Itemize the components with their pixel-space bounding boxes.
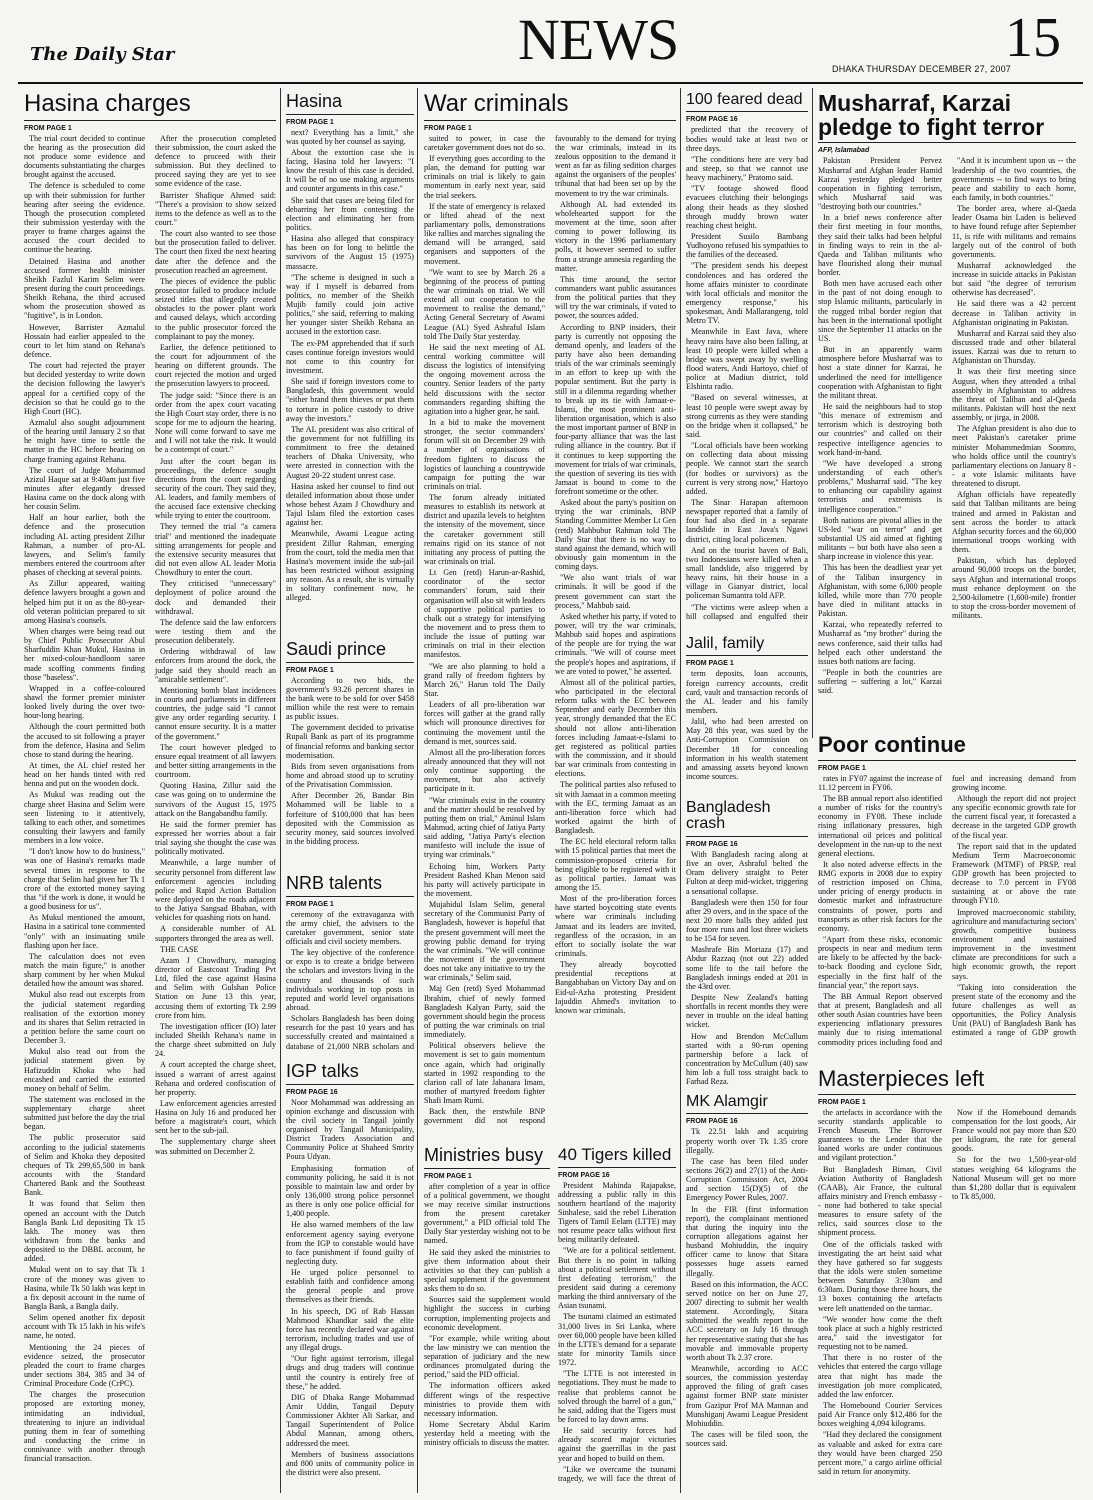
story-paragraph: The information officers asked different wings of the respective ministries to provide them with necessary information. [424, 1381, 550, 1418]
story-paragraph: If the state of emergency is relaxed or lifted ahead of the next parliamentary polls, demonstrations like rallies and marches signaling the demand will be arranged, said organisers and supporters of the movement. [424, 201, 545, 266]
story-paragraph: And on the tourist haven of Bali, two Indonesians were killed when a small landslide, also triggered by heavy rains, hit their house in a village in Gianyar district, local policeman Sumantra told AFP. [686, 545, 808, 601]
story-paragraph: Both men have accused each other in the past of not doing enough to stop Islamic militants, particularly in the rugged tribal border region that has been in the international spotlight since the September 11 attacks on the US. [818, 279, 942, 344]
story-paragraph: Mashrafe Bin Mortaza (17) and Abdur Razzaq (not out 22) added some life to the tail before the Bangladesh innings ended at 201 in the 43rd over. [686, 945, 808, 991]
story-paragraph: They already boycotted presidential receptions at Bangabhaban on Victory Day and on Eid-ul-Azha protesting President Iajuddin Ahmed's invitation to known war criminals. [555, 960, 676, 1015]
story-paragraph: That there is no roster of the vehicles that entered the cargo village area that night has made the investigation job more complicated, added the law enforcer. [818, 1353, 942, 1399]
story-paragraph: "Local officials have been working on collecting data about missing people. We cannot start the search (for bodies or survivors) as the current is very strong now," Hartoyo added. [686, 441, 808, 496]
story-headline: Bangladesh crash [686, 800, 808, 837]
story-body [424, 1182, 550, 1487]
story-paragraph: The report said that in the updated Medium Term Macroeconomic Framework (MTMF) of PRSP, real GDP growth has been projected to decrease to 7.0 percent in FY08 sustaining at or above the rate through FY10. [952, 841, 1076, 906]
story-poor-continue [818, 734, 1076, 1064]
story-body [818, 156, 1076, 711]
story-paragraph: Azam J Chowdhury, managing director of Eastcoast Trading Pvt Ltd, filed the case against Hasina and Selim with Gulshan Police Station on June 13 this year, accusing them of extorting Tk 2.99 crore from him. [155, 955, 276, 1020]
story-kicker: FROM PAGE 16 [686, 116, 738, 124]
story-kicker: FROM PAGE 1 [286, 900, 334, 908]
story-paragraph: Azmalul also sought adjournment of the hearing until January 2 so that he might have time to settle the matter in the HC before hearing on charge framing against Rehana. [24, 417, 145, 464]
story-headline: MK Alamgir [686, 1094, 808, 1114]
story-paragraph: The Afghan president is also due to meet Pakistan's caretaker prime minister Mohammedmian Soomro, who holds office until the country's parliamentary elections on January 8 -- a vote Islamic militants have threatened to disrupt. [952, 424, 1076, 489]
story-paragraph: Political observers believe the movement is set to gain momentum once again, which had originally started in 1992 responding to the clarion call of late Jahanara Imam, mother of martyred freedom fighter Shafi Imam Rumi. [424, 1041, 545, 1106]
story-kicker: FROM PAGE 16 [558, 1171, 610, 1179]
story-paragraph: Law enforcement agencies arrested Hasina on July 16 and produced her before a magistrate's court, which sent her to the sub-jail. [155, 1098, 276, 1136]
story-paragraph: Echoing him, Workers Party President Rashed Khan Menon said his party will actively participate in the movement. [424, 861, 545, 898]
story-paragraph: The political parties also refused to sit with Jamaat in a common meeting with the EC, terming Jamaat as an anti-liberation force which had worked against the birth of Bangladesh. [555, 780, 676, 836]
story-paragraph: "The victims were asleep when a hill collapsed and engulfed their [686, 602, 808, 621]
story-headline: Hasina charges [24, 92, 276, 121]
story-paragraph: The Sinar Harapan afternoon newspaper reported that a family of four had also died in a separate landslide in East Java's Ngawi district, citing local policemen. [686, 497, 808, 544]
story-paragraph: suited to power, in case the caretaker government does not do so. [424, 133, 545, 152]
story-paragraph: He said the former premier has expressed her worries about a fair trial saying she thought the case was politically motivated. [155, 819, 276, 857]
story-paragraph: According to BNP insiders, their party is currently not opposing the demand openly, and leaders of the party have also been demanding trials of the war criminals seemingly in an effort to keep up with the popular sentiment. But the party is still in a dilemma regarding whether to break up its tie with Jamaat-e-Islami, the most prominent anti-liberation organisation, which is also the most important partner of BNP in four-party alliance that was the last ruling alliance in the country. But if it continues to keep supporting the movement for trials of war criminals, the question of severing its ties with Jamaat is bound to come to the forefront sometime or the other. [555, 322, 676, 497]
story-paragraph: The Homebound Courier Services paid Air France only $12,486 for the boxes weighing 4,094 kilograms. [818, 1401, 942, 1429]
story-saudi-prince [286, 640, 414, 870]
story-paragraph: He said there was a 42 percent decrease in Taliban activity in Afghanistan originating in Pakistan. [952, 299, 1076, 327]
story-paragraph: Asked whether his party, if voted to power, will try the war criminals, Mahbub said hopes and aspirations of the people are for trying the war criminals. "We will of course meet the people's hopes and aspirations, if we are voted to power," he asserted. [555, 611, 676, 676]
story-paragraph: If everything goes according to the plan, the demand for putting war criminals on trial is likely to gain momentum in early next year, said the trial seekers. [424, 154, 545, 200]
story-paragraph: Musharraf and Karzai said they also discussed trade and other bilateral issues. Karzai was due to return to Afghanistan on Thursday. [952, 328, 1076, 366]
story-paragraph: In a brief news conference after their first meeting in four months, they said their talks had been helpful in finding ways to rein in the al-Qaeda and Taliban militants who have flourished along their mutual border. [818, 213, 942, 278]
story-kicker: FROM PAGE 16 [686, 840, 738, 848]
story-kicker: FROM PAGE 1 [424, 1172, 472, 1180]
story-paragraph: Half an hour earlier, both the defence and the prosecution including AL acting president Zillur Rahman, a number of pro-AL lawyers, and Selim's family members entered the courtroom after phases of checking at several points. [24, 513, 145, 578]
story-paragraph: The ex-PM apprehended that if such cases continue foreign investors would not come to this country for investment. [286, 338, 414, 376]
story-body [818, 774, 1076, 1054]
story-paragraph: "And it is incumbent upon us -- the leadership of the two countries, the governments -- to find ways to bring peace and stability to each home, each family, in both countries." [952, 156, 1076, 202]
story-paragraph: The statement was enclosed in the supplementary charge sheet submitted just before the day the trial began. [24, 1094, 145, 1132]
story-paragraph: the artefacts in accordance with the security standards applicable to French Museum. The Borrower guarantees to the Lender that the loaned works are under continuous and vigilant protection." [818, 1107, 942, 1163]
story-paragraph: The defence is scheduled to come up with their submission for further hearing after seeing the evidence. Though the prosecution completed their submission yesterday with the prayer to frame charges against the accused the court decided to continue the hearing. [24, 181, 145, 255]
story-paragraph: The investigation officer (IO) later included Sheikh Rehana's name in the charge sheet submitted on July 24. [155, 1021, 276, 1059]
story-paragraph: He also warned members of the law enforcement agency saying everyone from the IGP to constable would have to face punishment if found guilty of neglecting duty. [286, 1220, 414, 1266]
story-paragraph: However, Barrister Azmalul Hossain had earlier appealed to the court to let him stand on Rehana's defence. [24, 322, 145, 359]
story-paragraph: Hasina asked her counsel to find out detailed information about those under whose behest Azam J Chowdhury and Tajul Islam filed the extortion cases against her. [286, 481, 414, 528]
story-paragraph: "I don't know how to do business," was one of Hasina's remarks made several times in response to the charge that Selim had given her Tk 1 crore of the extorted money saying that "if the work is done, it would be a good business for us". [24, 847, 145, 912]
story-paragraph: Karzai, who repeatedly referred to Musharraf as "my brother" during the news conference, said their talks had helped each other understand the issues both nations are facing. [818, 620, 942, 666]
story-body [424, 134, 676, 1129]
story-body [686, 1127, 808, 1485]
story-paragraph: The forum already initiated measures to establish its network at district and upazila levels to heighten the intensity of the movement, since the caretaker government still remains rigid on its stance of not initiating any process of putting the war criminals on trial. [424, 493, 545, 567]
story-paragraph: Although AL had extended its wholehearted support for the movement at the time, soon after coming to power following its victory in the 1996 parliamentary polls, it however seemed to suffer from a strange amnesia regarding the matter. [555, 199, 676, 273]
story-paragraph: Back then, the erstwhile BNP government did not respond favourably to the demand for trying the war criminals, instead in its zealous opposition to the demand it went as far as filing sedition charges against the organisers of the peoples' tribunal that had been set up by the movement to try the war criminals. [424, 133, 676, 1126]
story-paragraph: Mentioning bomb blast incidences in courts and parliaments in different countries, the judge said "I cannot give any order regarding security. I cannot ensure security. It is a matter of the government." [155, 685, 276, 741]
story-paragraph: Mentioning the 24 pieces of evidence seized, the prosecutor pleaded the court to frame charges under sections 384, 385 and 34 of Criminal Procedure Code (CrPC). [24, 1342, 145, 1389]
story-mk-alamgir [686, 1094, 808, 1492]
story-paragraph: Selim opened another fix deposit account with Tk 15 lakh in his wife's name, he noted. [24, 1313, 145, 1341]
story-paragraph: Meanwhile, a large number of security personnel from different law enforcement agencies including police and Rapid Action Battalion were deployed on the roads adjacent to the Jatiya Sangsad Bhaban, with vehicles for quashing riots on hand. [155, 858, 276, 923]
story-paragraph: Bangladesh were then 150 for four after 29 overs, and in the space of the next 20 more balls they added just four more runs and lost three wickets to be 154 for seven. [686, 897, 808, 944]
story-ministries-busy [424, 1146, 550, 1492]
story-war-criminals [424, 92, 676, 1142]
story-paragraph: After the prosecution completed their submission, the court asked the defence to proceed with their submission. But they declined to proceed saying they are yet to see some evidence of the case. [155, 133, 276, 189]
story-paragraph: Sources said the supplement would highlight the success in curbing corruption, implementing projects and economic development. [424, 1295, 550, 1332]
story-kicker: FROM PAGE 1 [286, 118, 334, 126]
story-paragraph: Hasina also alleged that conspiracy has been on for long to belittle the survivors of the August 15 (1975) massacre. [286, 234, 414, 271]
story-paragraph: ceremony of the extravaganza with the army chief, the advisers to the caretaker government, senior state officials and civil society members. [286, 909, 414, 946]
story-paragraph: "Based on several witnesses, at least 10 people were swept away by strong currents as they were standing on the bridge when it collapsed," he said. [686, 393, 808, 439]
story-paragraph: Mujahidul Islam Selim, general secretary of the Communist Party of Bangladesh, however is hopeful that the present government will meet the growing public demand for trying the war criminals. "We will continue the movement if the government does not take any initiative to try the war criminals," Selim said. [424, 900, 545, 983]
story-paragraph: As Mukul was reading out the charge sheet Hasina and Selim were seen listening to it attentively, talking to each other, and sometimes consulting their lawyers and family members in a low voice. [24, 790, 145, 846]
story-paragraph: It also noted adverse effects in the RMG exports in 2008 due to expiry of restriction imposed on China, under pricing of energy products in domestic market and infrastructure constraints of power, ports and transports as other risk factors for the economy. [818, 859, 942, 933]
story-paragraph: The calculation does not even match the main figure," is another sharp comment by her when Mukul detailed how the amount was shared. [24, 951, 145, 989]
story-paragraph: Both nations are pivotal allies in the US-led "war on terror" and get substantial US aid aimed at fighting militants -- but both have also seen a sharp increase in violence this year. [818, 515, 942, 562]
story-paragraph: This has been the deadliest year yet of the Taliban insurgency in Afghanistan, with some 6,000 people killed, while more than 770 people have died in militant attacks in Pakistan. [818, 563, 942, 619]
story-headline: 100 feared dead [686, 92, 808, 112]
story-paragraph: Maj Gen (retd) Syed Mohammad Ibrahim, chief of newly formed Bangladesh Kalyan Party, said the government should begin the process of putting the war criminals on trial immediately. [424, 984, 545, 1040]
story-kicker: FROM PAGE 1 [818, 1098, 866, 1106]
story-paragraph: Most of the pro-liberation forces have started boycotting state events where war criminals including Jamaat and its leaders are invited, regardless of the occasion, in an effort to socially isolate the war criminals. [555, 894, 676, 958]
story-paragraph: "The conditions here are very bad and steep, so that we cannot use heavy machinery," Pratomo said. [686, 154, 808, 183]
story-nrb-talents [286, 874, 414, 1059]
story-musharraf-karzai [818, 92, 1076, 730]
story-paragraph: Pakistan President Pervez Musharraf and Afghan leader Hamid Karzai yesterday pledged better cooperation in fighting terrorism, which Musharraf said was "destroying both our countries." [818, 156, 942, 212]
story-paragraph: He said they asked the ministries to give them information about their activities so that they can publish a special supplement if the government asks them to do so. [424, 1247, 550, 1294]
story-paragraph: After December 26, Bandar Bin Mohammed will be liable to a forfeiture of $100,000 that has been deposited with the Commission as security money, said sources involved in the bidding process. [286, 791, 414, 846]
story-kicker: FROM PAGE 1 [686, 660, 734, 668]
story-paragraph: Mukul went on to say that Tk 1 crore of the money was given to Hasina, while Tk 50 lakh was kept in a fix deposit account in the name of Bangla Bank, a Bangla daily. [24, 1265, 145, 1312]
story-masterpieces-left [818, 1068, 1076, 1492]
story-paragraph: He said the next meeting of AL central working committee will discuss the logistics of intensifying the ongoing movement across the country. Senior leaders of the party held discussions with the sector commanders regarding shifting the agitation into a higher gear, he said. [424, 342, 545, 416]
dateline: DHAKA THURSDAY DECEMBER 27, 2007 [832, 64, 1011, 74]
story-paragraph: According to two bids, the government's 93.26 percent shares in the bank were to be sold for over $458 million while the rest were to remain as public issues. [286, 675, 414, 722]
story-body [286, 128, 414, 623]
story-headline: Jalil, family [686, 636, 808, 656]
story-paragraph: Pakistan, which has deployed around 90,000 troops on the border, says Afghan and international troops must enhance deployment on the 2,500-kilometre (1,600-mile) frontier to stop the cross-border movement of militants. [952, 556, 1076, 621]
story-kicker: FROM PAGE 1 [24, 124, 72, 132]
story-paragraph: The government decided to privatise Rupali Bank as part of its programme of financial reforms and banking sector modernisation. [286, 723, 414, 760]
story-headline: Masterpieces left [818, 1068, 1076, 1095]
story-paragraph: Afghan officials have repeatedly said that Taliban militants are being trained and armed in Pakistan and sent across the border to attack Afghan security forces and the 60,000 international troops working with them. [952, 490, 1076, 555]
story-body [286, 910, 414, 1055]
story-paragraph: How and Brendon McCullum started with a 90-run opening partnership before a lack of concentration by McCullum (40) saw him lob a full toss straight back to Farhad Reza. [686, 1031, 808, 1087]
story-paragraph: Musharraf acknowledged the increase in suicide attacks in Pakistan but said "the degree of terrorism otherwise has decreased". [952, 260, 1076, 298]
story-paragraph: She said that cases are being filed for debarring her from contesting the election and eliminating her from politics. [286, 195, 414, 232]
story-paragraph: Meanwhile, according to ACC sources, the commission yesterday approved the filing of graft cases against former BNP state minister from Gazipur Prof MA Mannan and Munshiganj Awami League President Mohiuddin. [686, 1363, 808, 1428]
story-hasina [286, 92, 414, 637]
story-kicker: FROM PAGE 1 [818, 764, 866, 772]
story-body [286, 1098, 414, 1488]
story-headline: Ministries busy [424, 1146, 550, 1169]
story-paragraph: next? Everything has a limit," she was quoted by her counsel as saying. [286, 127, 414, 146]
story-paragraph: "TV footage showed flood evacuees clutching their belongings along their heads as they sloshed through muddy brown water reaching chest height. [686, 184, 808, 230]
story-paragraph: They termed the trial "a camera trial" and mentioned the inadequate sitting arrangements for people and the extensive security measures that did not even allow AL leader Motia Chowdhury to enter the court. [155, 522, 276, 578]
story-paragraph: Barrister Shafique Ahmed said: "There's a provision to show seized items to the defence as well as to the court." [155, 190, 276, 227]
story-paragraph: "The LTTE is not interested in negotiations. They must be made to realise that problems cannot be solved through the barrel of a gun," he said, adding that the Tigers must be forced to lay down arms. [558, 1369, 676, 1425]
story-paragraph: Although the court permitted both the accused to sit following a prayer from the defence, Hasina and Selim chose to stand during the hearing. [24, 722, 145, 759]
story-hasina-charges [24, 92, 276, 1492]
story-paragraph: The judge said: "Since there is an order from the apex court vacating the High Court stay order, there is no scope for me to adjourn the hearing. None will come forward to save me and I will not take the risk. It would be a contempt of court." [155, 390, 276, 455]
story-paragraph: The BB Annual Report observed that at present, Bangladesh and all other south Asian countries have been experiencing inflationary pressures mainly due to rising international commodity prices including food and fuel and increasing demand from growing income. [818, 773, 1076, 1047]
story-100-feared-dead [686, 92, 808, 632]
story-paragraph: The pieces of evidence the public prosecutor failed to produce include seized titles that allegedly created obstacles to the power plant work and caused delays, which according to the public prosecutor forced the complainant to pay the money. [155, 276, 276, 341]
story-paragraph: Despite New Zealand's batting shortfalls in recent months they were never in trouble on the ideal batting wicket. [686, 993, 808, 1030]
story-body [24, 134, 276, 1479]
column-rule [280, 88, 281, 1493]
story-paragraph: They criticised "unnecessary" deployment of police around the dock and demanded their withdrawal. [155, 579, 276, 616]
story-paragraph: predicted that the recovery of bodies would take at least two or three days. [686, 125, 808, 153]
story-paragraph: Mukul also read out excerpts from the judicial statement regarding realisation of the extortion money and its shares that Selim retracted in a petition before the same court on December 3. [24, 990, 145, 1046]
story-paragraph: Quoting Hasina, Zillur said the case was going on to undermine the survivors of the August 15, 1975 attack on the Bangabandhu family. [155, 781, 276, 818]
story-body [686, 850, 808, 1090]
story-paragraph: The court had rejected the prayer but decided yesterday to write down the decision following the lawyer's appeal for a certified copy of the decision so that he could go to the High Court (HC). [24, 361, 145, 416]
story-paragraph: Asked about the party's position on trying the war criminals, BNP Standing Committee Member Lt Gen (retd) Mahbubur Rahman told The Daily Star that there is no way to stand against the demand, which will obviously gain momentum in the coming days. [555, 498, 676, 572]
story-headline: Hasina [286, 92, 414, 115]
story-paragraph: The court however pledged to ensure equal treatment of all lawyers and better sitting arrangements in the courtroom. [155, 742, 276, 780]
story-paragraph: "We wonder how come the theft took place at such a highly restricted area," said the investigator for requesting not to be named. [818, 1314, 942, 1352]
story-body [686, 669, 808, 789]
story-paragraph: Now if the Homebound demands compensation for the lost goods, Air France would not pay more than $20 per kilogram, the rate for general goods. [952, 1107, 1076, 1154]
story-paragraph: With Bangladesh racing along at five an over, Ashraful belted the Oram delivery straight to Peter Fulton at deep mid-wicket, triggering a sensational collapse. [686, 849, 808, 896]
story-paragraph: "The scheme is designed in such a way if I myself is debarred from politics, no member of the Sheikh Mujib family could join active politics," she said, referring to making her younger sister Sheikh Rehana an accused in the extortion case. [286, 272, 414, 337]
story-40-tigers-killed [558, 1146, 676, 1492]
story-paragraph: The public prosecutor said according to the judicial statements of Selim and Khoka they deposited cheques of Tk 299,65,500 in bank accounts with the Standard Chartered Bank and the Southeast Bank. [24, 1133, 145, 1198]
story-paragraph: Improved macroeconomic stability, agriculture and manufacturing sectors' growth, competitive business environment and sustained improvement in the investment climate are preconditions for such a high economic growth, the report says. [952, 907, 1076, 981]
story-paragraph: Just after the court began its proceedings, the defence sought directions from the court regarding security of the court. They said they, AL leaders, and family members of the accused face extensive checking while trying to enter the courtroom. [155, 456, 276, 521]
story-paragraph: THE CASE [160, 944, 199, 954]
story-paragraph: "Like we overcame the tsunami tragedy, we will face the threat of [558, 1464, 676, 1483]
story-headline: Musharraf, Karzai pledge to fight terror [818, 92, 1076, 143]
story-paragraph: Meanwhile in East Java, where heavy rains have also been falling, at least 10 people were killed when a bridge was swept away by swelling flood waters, Andi Hartoyo, chief of police at Madiun district, told Elshinta radio. [686, 327, 808, 392]
story-paragraph: The case has been filed under sections 26(2) and 27(1) of the Anti-Corruption Commission Act, 2004 and section 15(D)(5) of the Emergency Power Rules, 2007. [686, 1156, 808, 1203]
story-paragraph: One of the officials tasked with investigating the art heist said what they have gathered so far suggests that the idols were stolen sometime between Saturday 3:30am and 6:30am. During those three hours, the 13 boxes containing the artefacts were left unattended on the tarmac. [818, 1239, 942, 1313]
story-paragraph: Bids from seven organisations from home and abroad stood up to scrutiny of the Privatisation Commission. [286, 761, 414, 790]
story-paragraph: She said if foreign investors come to Bangladesh, this government would "either brand them thieves or put them to torture in police custody to drive away the investors." [286, 377, 414, 423]
story-paragraph: This time around, the sector commanders want public assurances from the political parties that they will try the war criminals, if voted to power, the sources added. [555, 274, 676, 321]
story-paragraph: President Mahinda Rajapakse, addressing a public rally in this southern heartland of the majority Sinhalese, said the rebel Liberation Tigers of Tamil Eelam (LTTE) may not resume peace talks without first being militarily defeated. [558, 1180, 676, 1245]
story-paragraph: The trial court decided to continue the hearing as the prosecution did not produce some evidence and documents substantiating the charges brought against the accused. [24, 133, 145, 180]
story-paragraph: "Had they declared the consignment as valuable and asked for extra care they would have been charged 250 percent more," a cargo airline official said in return for anonymity. [818, 1430, 942, 1476]
story-paragraph: At times, the AL chief rested her head on her hands tinted with red henna and put on the wooden dock. [24, 761, 145, 789]
story-paragraph: But Bangladesh Biman, Civil Aviation Authority of Bangladesh (CAAB), Air France, the cultural affairs ministry and French embassy -- none had bothered to take special measures to ensure safety of the relics, said sources close to the shipment process. [818, 1164, 942, 1238]
story-headline: Saudi prince [286, 640, 414, 663]
story-body [686, 125, 808, 625]
story-paragraph: "The president sends his deepest condolences and has ordered the home affairs minister to coordinate with local officials and monitor the emergency response," his spokesman, Andi Mallarangeng, told Metro TV. [686, 261, 808, 326]
story-paragraph: Tk 22.51 lakh and acquiring property worth over Tk 1.35 crore illegally. [686, 1127, 808, 1155]
story-paragraph: "War criminals exist in the country and the matter should be resolved by putting them on trial," Aminul Islam Mahmud, acting chief of Jatiya Party said adding, "Jatiya Party's election manifesto will include the issue of trying war criminals." [424, 795, 545, 860]
story-headline: 40 Tigers killed [558, 1146, 676, 1168]
story-paragraph: "Apart from these risks, economic prospects in near and medium term are likely to be affected by the back-to-back flooding and cyclone Sidr, especially in the first half of the financial year," the report says. [818, 935, 942, 990]
story-paragraph: "We want to see by March 26 a beginning of the process of putting the war criminals on trial. We will extend all out cooperation to the movement to realise the demand," Acting General Secretary of Awami League (AL) Syed Ashraful Islam told The Daily Star yesterday. [424, 267, 545, 341]
story-paragraph: Ordering withdrawal of law enforcers from around the dock, the judge said they should reach an "amicable settlement". [155, 647, 276, 684]
story-paragraph: Emphasising formation of community policing, he said it is not possible to maintain law and order by only 136,000 strong police personnel as there is only one police official for 1,400 people. [286, 1163, 414, 1219]
story-paragraph: The court of Judge Mohammad Azizul Haque sat at 9:40am just five minutes after elegantly dressed Hasina came on the dock along with her cousin Selim. [24, 465, 145, 512]
story-paragraph: So for the two 1,500-year-old statues weighing 64 kilograms the National Museum will get no more than $1,280 dollar that is equivalent to Tk 85,000. [952, 1155, 1076, 1201]
story-body [818, 1108, 1076, 1483]
story-body [558, 1181, 676, 1486]
story-paragraph: In his speech, DG of Rab Hassan Mahmood Khandkar said the elite force has recently declared war against terrorism, including trades and use of any illegal drugs. [286, 1306, 414, 1353]
story-paragraph: Lt Gen (retd) Harun-ar-Rashid, coordinator of the sector commanders' forum, said their organisation will also sit with leaders of supportive political parties to chalk out a strategy for intensifying the movement and to press them to include the issue of putting war criminals on trial in their election manifestos. [424, 568, 545, 660]
story-paragraph: He said security forces had already scored major victories against the guerrillas in the past year and hoped to build on them. [558, 1426, 676, 1463]
story-igp-talks [286, 1062, 414, 1492]
story-paragraph: Mukul also read out from the judicial statement given by Hafizuddin Khoka who had encashed and carried the extorted money on behalf of Selim. [24, 1047, 145, 1093]
column-rule [680, 88, 681, 1493]
story-paragraph: "People in both the countries are suffering -- suffering a lot," Karzai said. [818, 667, 942, 696]
story-paragraph: Although the report did not project any specific economic growth rate for the current fiscal year, it forecasted a decrease in the targeted GDP growth of the fiscal year. [952, 793, 1076, 840]
story-paragraph: The defence said the law enforcers were testing them and the prosecution deliberately. [155, 617, 276, 646]
story-paragraph: The BB annual report also identified a number of risks for the country's economy in FY08. These include rising inflationary pressures, high international oil prices and political development in the run-up to the next general elections. [818, 793, 942, 858]
story-paragraph: "Taking into consideration the present state of the economy and the future challenges as well as opportunities, the Policy Analysis Unit (PAU) of Bangladesh Bank has estimated a range of GDP growth [952, 982, 1076, 1038]
story-paragraph: A court accepted the charge sheet, issued a warrant of arrest against Rehana and ordered confiscation of her property. [155, 1060, 276, 1097]
story-kicker: FROM PAGE 16 [286, 1088, 338, 1096]
story-kicker: FROM PAGE 16 [686, 1118, 738, 1126]
story-paragraph: In a bid to make the movement stronger, the sector commanders' forum will sit on December 29 with a number of organisations of freedom fighters to discuss the logistics of launching a countrywide campaign for putting the war criminals on trial. [424, 417, 545, 491]
story-paragraph: Detained Hasina and another accused former health minister Sheikh Fazlul Karim Selim were present during the court proceedings. Sheikh Rehana, the third accused whom the prosecution showed as "fugitive", is in London. [24, 256, 145, 321]
story-paragraph: Almost all of the political parties, who participated in the electoral reform talks with the EC between September and early December this year, strongly demanded that the EC should not allow anti-liberation forces including Jamaat-e-Islami to get registered as political parties with the commission, and it should bar war criminals from contesting in elections. [555, 677, 676, 779]
story-paragraph: Earlier, the defence petitioned to the court for adjournment of the hearing on different grounds. The court rejected the motion and urged the prosecution lawyers to proceed. [155, 342, 276, 389]
story-paragraph: It was their first meeting since August, when they attended a tribal assembly in Afghanistan to address the threat of Taliban and al-Qaeda militants. Pakistan will host the next assembly, or jirga, in 2008. [952, 367, 1076, 423]
story-paragraph: "Our fight against terrorism, illegal drugs and drug traders will continue until the country is entirely free of these," he added. [286, 1354, 414, 1391]
story-paragraph: President Susilo Bambang Yudhoyono refused his sympathies to the families of the deceased. [686, 232, 808, 260]
story-paragraph: Wrapped in a coffee-coloured shawl the former premier minister looked lively during the over two-hour-long hearing. [24, 683, 145, 721]
column-rule [812, 88, 813, 738]
story-paragraph: Based on this information, the ACC served notice on her on June 27, 2007 directing to submit her wealth statement. Accordingly, Sitara submitted the wealth report to the ACC secretary on July 16 through her representative stating that she has movable and immovable property worth about Tk 2.37 crore. [686, 1279, 808, 1362]
story-paragraph: The AL president was also critical of the government for not fulfilling its commitment to free the detained teachers of Dhaka University, who were arrested in connection with the August 20-22 student unrest case. [286, 424, 414, 480]
story-paragraph: As Mukul mentioned the amount, Hasina in a satirical tone commented "only" with an insinuating smile flashing upon her face. [24, 913, 145, 950]
story-paragraph: Meanwhile, Awami League acting president Zillur Rahman, emerging from the court, told the media men that Hasina's movement inside the sub-jail has been restricted without assigning any reason. As a result, she is virtually in solitary confinement now, he alleged. [286, 529, 414, 603]
story-paragraph: "We are also planning to hold a grand rally of freedom fighters by March 26," Harun told The Daily Star. [424, 661, 545, 699]
story-paragraph: Leaders of all pro-liberation war forces will gather at the grand rally which will pronounce directives for continuing the movement until the demand is met, sources said. [424, 700, 545, 746]
story-paragraph: Jalil, who had been arrested on May 28 this year, was sued by the Anti-Corruption Commission on December 18 for concealing information in his wealth statement and amassing assets beyond known income sources. [686, 717, 808, 782]
story-paragraph: "We also want trials of war criminals. It will be good if the present government can start the process," Mahbub said. [555, 573, 676, 610]
story-paragraph: In the FIR (first information report), the complainant mentioned that during the inquiry into the corruption allegations against her husband Mohiuddin, the inquiry officer came to know that Sitara possesses huge assets earned illegally. [686, 1204, 808, 1278]
story-paragraph: after completion of a year in office of a political government, we thought we may receive similar instructions from the present caretaker government," a PID official told The Daily Star yesterday wishing not to be named. [424, 1181, 550, 1246]
story-paragraph: "We have developed a strong understanding of each other's problems," Musharraf said. "The key to enhancing our capability against terrorists and extremists is intelligence cooperation." [818, 458, 942, 514]
story-paragraph: As Zillur appeared, waiting defence lawyers brought a gown and helped him put it on as the 80-year-old veteran politician prepared to sit among Hasina's counsels. [24, 579, 145, 625]
story-paragraph: "For example, while writing about the law ministry we can mention the separation of judiciary and the new ordinances promulgated during the period," said the PID official. [424, 1333, 550, 1380]
story-paragraph: But in an apparently warm atmosphere before Musharraf was to host a state dinner for Karzai, he underlined the need for intelligence cooperation with Afghanistan to fight the militant threat. [818, 345, 942, 400]
story-paragraph: Home Secretary Abdul Karim yesterday held a meeting with the ministry officials to discuss the matter. [424, 1420, 550, 1448]
story-headline: Poor continue [818, 734, 1076, 761]
story-paragraph: Members of business associations and 800 units of community police in the district were also present. [286, 1449, 414, 1478]
story-headline: IGP talks [286, 1062, 414, 1085]
page-number: 15 [1005, 7, 1061, 69]
story-paragraph: About the extortion case she is facing, Hasina told her lawyers: "I know the result of this case is decided. It will be of no use making arguments and counter arguments in this case." [286, 147, 414, 194]
column-rule [417, 88, 418, 1493]
story-bangladesh-crash [686, 800, 808, 1090]
story-paragraph: rates in FY07 against the increase of 11.12 percent in FY06. [818, 773, 942, 792]
story-paragraph: Noor Mohammad was addressing an opinion exchange and discussion with the civil society in Tangail jointly organised by Tangail Municipality, District Traders Association and Community Police at Shaheed Smrity Poura Udyan. [286, 1097, 414, 1162]
story-paragraph: term deposits, loan accounts, foreign currency accounts, credit card, vault and transaction records of the AL leader and his family members. [686, 669, 808, 716]
story-paragraph: A considerable number of AL supporters thronged the area as well. [155, 924, 276, 943]
story-paragraph: He said the neighbours had to stop "this menace of extremism and terrorism which is destroying both our countries" and called on their respective intelligence agencies to work hand-in-hand. [818, 402, 942, 457]
story-paragraph: Scholars Bangladesh has been doing research for the past 10 years and has successfully created and maintained a database of 21,000 NRB scholars and [286, 1014, 414, 1051]
story-paragraph: He urged police personnel to establish faith and confidence among the general people and prove themselves as their friends. [286, 1268, 414, 1305]
story-paragraph: The key objective of the conference or expo is to create a bridge between the scholars and investors living in the country and thousands of such individuals working in top posts in reputed and world level organisations abroad. [286, 948, 414, 1012]
story-paragraph: It was found that Selim then opened an account with the Dutch Bangla Bank Ltd depositing Tk 15 lakh. The money was then withdrawn from the banks and deposited to the DBBL account, he added. [24, 1199, 145, 1264]
story-paragraph: The charges the prosecution proposed are extorting money, intimidating an individual, threatening to injure an individual putting them in fear of something and conducting the crime in connivance with another through financial transaction. [24, 1390, 145, 1464]
story-headline: NRB talents [286, 874, 414, 897]
story-paragraph: The cases will be filed soon, the sources said. [686, 1429, 808, 1449]
story-jalil-family [686, 636, 808, 796]
story-headline: War criminals [424, 92, 676, 121]
story-paragraph: "We are for a political settlement. But there is no point in talking about a political settlement without first defeating terrorism," the president said during a ceremony marking the third anniversary of the Asian tsunami. [558, 1246, 676, 1311]
section-title: NEWS [518, 7, 679, 72]
story-paragraph: The tsunami claimed an estimated 31,000 lives in Sri Lanka, where over 60,000 people have been killed in the LTTE's demand for a separate state for minority Tamils since 1972. [558, 1312, 676, 1368]
story-paragraph: The court also wanted to see those but the prosecution failed to deliver. The court then fixed the next hearing date after the defence and the prosecution reached an agreement. [155, 229, 276, 275]
masthead [18, 8, 1083, 84]
story-paragraph: The EC held electoral reform talks with 15 political parties that meet the commission-proposed criteria for being eligible to be registered with it as political parties. Jamaat was among the 15. [555, 837, 676, 892]
story-paragraph: Almost all the pro-liberation forces already announced that they will not only continue supporting the movement, but also actively participate in it. [424, 747, 545, 794]
story-kicker: AFP, Islamabad [818, 147, 870, 155]
newspaper-logo: The Daily Star [30, 44, 175, 65]
story-paragraph: The border area, where al-Qaeda leader Osama bin Laden is believed to have found refuge after September 11, is rife with militants and remains largely out of the control of both governments. [952, 204, 1076, 259]
story-paragraph: When charges were being read out by Chief Public Prosecutor Abul Sharfuddin Khan Mukul, Hasina in her mixed-colour-handloom saree made scoffing comments finding those "baseless". [24, 627, 145, 682]
story-paragraph: The supplementary charge sheet was submitted on December 2. [155, 1137, 276, 1156]
story-body [286, 676, 414, 866]
story-paragraph: DIG of Dhaka Range Mohammad Amir Uddin, Tangail Deputy Commissioner Akhter Ali Sarkar, and Tangail Superintendent of Police Abdul Mannan, among others, addressed the meet. [286, 1392, 414, 1448]
story-kicker: FROM PAGE 1 [424, 124, 472, 132]
story-kicker: FROM PAGE 1 [286, 666, 334, 674]
